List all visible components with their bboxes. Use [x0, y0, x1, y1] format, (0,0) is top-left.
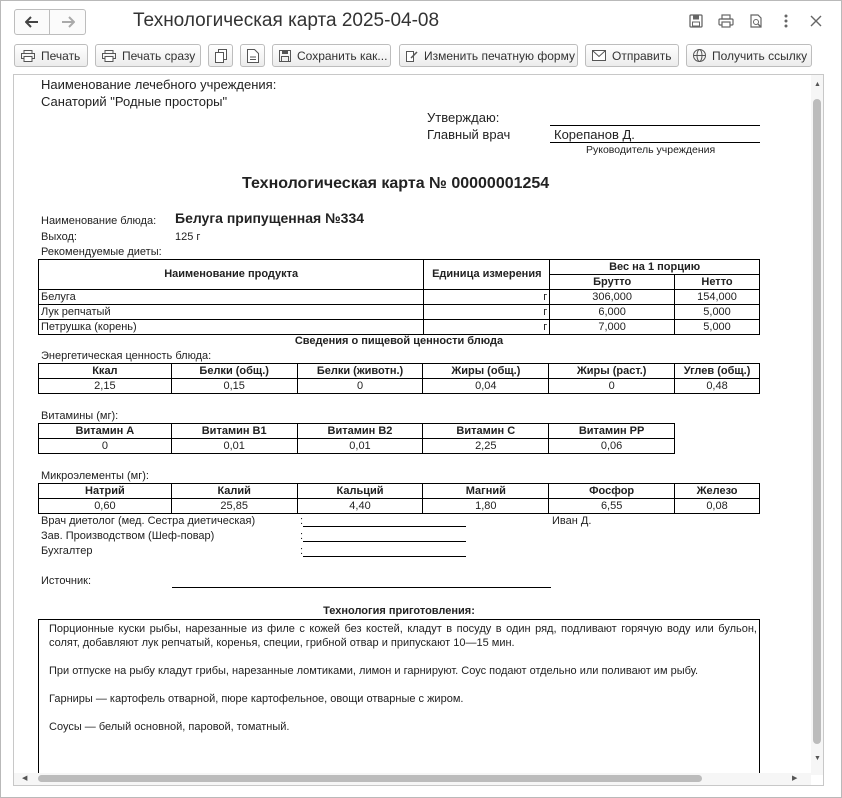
table-row — [39, 439, 675, 454]
vitamin-value: 0 — [39, 439, 172, 454]
more-icon[interactable] — [777, 12, 795, 30]
vitamin-header: Витамин В1 — [171, 424, 297, 439]
scroll-left-icon[interactable]: ◀ — [22, 775, 28, 782]
signature-colon: : — [300, 515, 304, 527]
printer-icon[interactable] — [717, 12, 735, 30]
micro-header: Калий — [171, 484, 297, 499]
source-label: Источник: — [41, 575, 92, 587]
forward-button[interactable] — [50, 9, 86, 35]
printer-icon — [102, 50, 116, 62]
get-link-button-label: Получить ссылку — [712, 48, 808, 63]
source-line — [172, 587, 551, 588]
energy-header: Углев (общ.) — [675, 364, 760, 379]
tech-paragraph: Порционные куски рыбы, нарезанные из филе с кожей без костей, кладут в посуду в один ряд, подливают горячую воду или бульон, солят, добавляют лук репчатый, коренья, специи, грибной отвар и припускают 10—15 мин. — [49, 623, 757, 649]
institution-label: Наименование лечебного учреждения: — [41, 77, 277, 92]
signature-colon: : — [300, 545, 304, 557]
print-button[interactable] — [14, 44, 88, 67]
yield-label: Выход: — [41, 231, 77, 243]
table-row — [39, 290, 760, 305]
energy-value: 0 — [549, 379, 675, 394]
col-weight: Вес на 1 порцию — [550, 260, 760, 275]
micro-value: 4,40 — [297, 499, 423, 514]
product-gross: 7,000 — [550, 320, 675, 335]
energy-header: Ккал — [39, 364, 172, 379]
chief-name: Корепанов Д. — [554, 127, 635, 142]
product-gross: 6,000 — [550, 305, 675, 320]
save-icon — [279, 50, 291, 62]
yield-value: 125 г — [175, 231, 201, 243]
window-title: Технологическая карта 2025-04-08 — [133, 10, 440, 31]
approve-line — [550, 125, 760, 126]
vertical-scrollbar[interactable] — [811, 75, 824, 775]
micro-value: 6,55 — [549, 499, 675, 514]
back-button[interactable] — [14, 9, 50, 35]
save-as-button-label: Сохранить как... — [297, 48, 388, 63]
preview-icon[interactable] — [747, 12, 765, 30]
dish-name: Белуга припущенная №334 — [175, 210, 365, 226]
tech-text — [38, 619, 760, 779]
dietitian-label: Врач диетолог (мед. Сестра диетическая) — [41, 515, 256, 527]
copies-button[interactable] — [208, 44, 233, 67]
card-title: Технологическая карта № 00000001254 — [242, 175, 550, 192]
energy-header: Жиры (общ.) — [423, 364, 549, 379]
micro-value: 0,60 — [39, 499, 172, 514]
energy-value: 0,15 — [171, 379, 297, 394]
scroll-up-icon[interactable]: ▲ — [814, 81, 821, 88]
table-row — [39, 305, 760, 320]
energy-value: 2,15 — [39, 379, 172, 394]
table-row — [39, 499, 760, 514]
table-row — [39, 379, 760, 394]
horizontal-scroll-thumb[interactable] — [38, 775, 702, 782]
product-net: 154,000 — [675, 290, 760, 305]
head-caption: Руководитель учреждения — [586, 144, 716, 156]
micro-value: 0,08 — [675, 499, 760, 514]
micro-table — [38, 483, 760, 514]
horizontal-scrollbar[interactable] — [14, 773, 811, 785]
micro-header: Кальций — [297, 484, 423, 499]
energy-value: 0,48 — [675, 379, 760, 394]
vitamin-value: 0,06 — [549, 439, 675, 454]
get-link-button[interactable] — [686, 44, 812, 67]
micro-header: Фосфор — [549, 484, 675, 499]
institution-name: Санаторий "Родные просторы" — [41, 94, 228, 109]
tech-paragraph: При отпуске на рыбу кладут грибы, нарезанные ломтиками, лимон и гарнируют. Соус подают отдельно или поливают им рыбу. — [49, 665, 699, 677]
close-icon[interactable] — [807, 12, 825, 30]
col-product: Наименование продукта — [39, 260, 424, 290]
tech-paragraph: Гарниры — картофель отварной, пюре картофельное, овощи отварные с жиром. — [49, 693, 464, 705]
vitamin-value: 0,01 — [171, 439, 297, 454]
product-unit: г — [424, 305, 550, 320]
col-net: Нетто — [675, 275, 760, 290]
production-label: Зав. Производством (Шеф-повар) — [41, 530, 215, 542]
vitamin-value: 2,25 — [423, 439, 549, 454]
product-net: 5,000 — [675, 320, 760, 335]
document-viewport[interactable] — [13, 74, 824, 786]
product-name: Лук репчатый — [39, 305, 424, 320]
envelope-icon — [592, 50, 606, 61]
product-gross: 306,000 — [550, 290, 675, 305]
spreadsheet-document — [14, 75, 814, 775]
vitamin-header: Витамин РР — [549, 424, 675, 439]
arrow-left-icon — [25, 16, 39, 28]
table-row — [39, 320, 760, 335]
dietitian-line — [303, 526, 466, 527]
print-now-button-label: Печать сразу — [122, 48, 196, 63]
energy-value: 0,04 — [423, 379, 549, 394]
diets-label: Рекомендуемые диеты: — [41, 246, 162, 258]
col-unit: Единица измерения — [424, 260, 550, 290]
chief-line — [550, 142, 760, 143]
printer-icon — [21, 50, 35, 62]
micro-header: Натрий — [39, 484, 172, 499]
micro-header: Железо — [675, 484, 760, 499]
energy-header: Белки (животн.) — [297, 364, 423, 379]
vitamin-value: 0,01 — [297, 439, 423, 454]
copies-icon — [215, 49, 227, 63]
edit-icon — [406, 50, 418, 62]
col-gross: Брутто — [550, 275, 675, 290]
micro-label: Микроэлементы (мг): — [41, 470, 149, 482]
dish-label: Наименование блюда: — [41, 215, 157, 227]
micro-value: 1,80 — [423, 499, 549, 514]
vitamin-header: Витамин А — [39, 424, 172, 439]
save-as-button[interactable] — [272, 44, 391, 67]
chief-label: Главный врач — [427, 127, 511, 142]
production-line — [303, 541, 466, 542]
energy-label: Энергетическая ценность блюда: — [41, 350, 212, 362]
energy-table — [38, 363, 760, 394]
vitamins-label: Витамины (мг): — [41, 410, 119, 422]
energy-value: 0 — [297, 379, 423, 394]
micro-header: Магний — [423, 484, 549, 499]
print-now-button[interactable] — [95, 44, 201, 67]
send-button[interactable] — [585, 44, 679, 67]
product-unit: г — [424, 320, 550, 335]
approve-label: Утверждаю: — [427, 110, 500, 125]
send-button-label: Отправить — [612, 48, 672, 63]
globe-icon — [693, 49, 706, 62]
save-icon[interactable] — [687, 12, 705, 30]
tech-title: Технология приготовления: — [323, 605, 475, 617]
tech-paragraph: Соусы — белый основной, паровой, томатный. — [49, 721, 290, 733]
vitamin-header: Витамин С — [423, 424, 549, 439]
accountant-line — [303, 556, 466, 557]
energy-header: Жиры (раст.) — [549, 364, 675, 379]
products-table — [38, 259, 760, 335]
scroll-right-icon[interactable]: ▶ — [792, 775, 798, 782]
edit-print-form-button-label: Изменить печатную форму — [424, 48, 575, 63]
vitamins-table — [38, 423, 675, 454]
signature-colon: : — [300, 530, 304, 542]
nutrition-title: Сведения о пищевой ценности блюда — [294, 335, 504, 347]
accountant-label: Бухгалтер — [41, 545, 93, 557]
page-setup-icon — [247, 49, 259, 63]
energy-header: Белки (общ.) — [171, 364, 297, 379]
product-unit: г — [424, 290, 550, 305]
print-button-label: Печать — [41, 48, 81, 63]
product-net: 5,000 — [675, 305, 760, 320]
product-name: Петрушка (корень) — [39, 320, 424, 335]
arrow-right-icon — [61, 16, 75, 28]
vertical-scroll-thumb[interactable] — [813, 99, 821, 744]
product-name: Белуга — [39, 290, 424, 305]
edit-print-form-button[interactable] — [399, 44, 578, 67]
scroll-down-icon[interactable]: ▼ — [814, 755, 821, 762]
vitamin-header: Витамин В2 — [297, 424, 423, 439]
micro-value: 25,85 — [171, 499, 297, 514]
page-setup-button[interactable] — [240, 44, 265, 67]
dietitian-name: Иван Д. — [552, 515, 592, 527]
